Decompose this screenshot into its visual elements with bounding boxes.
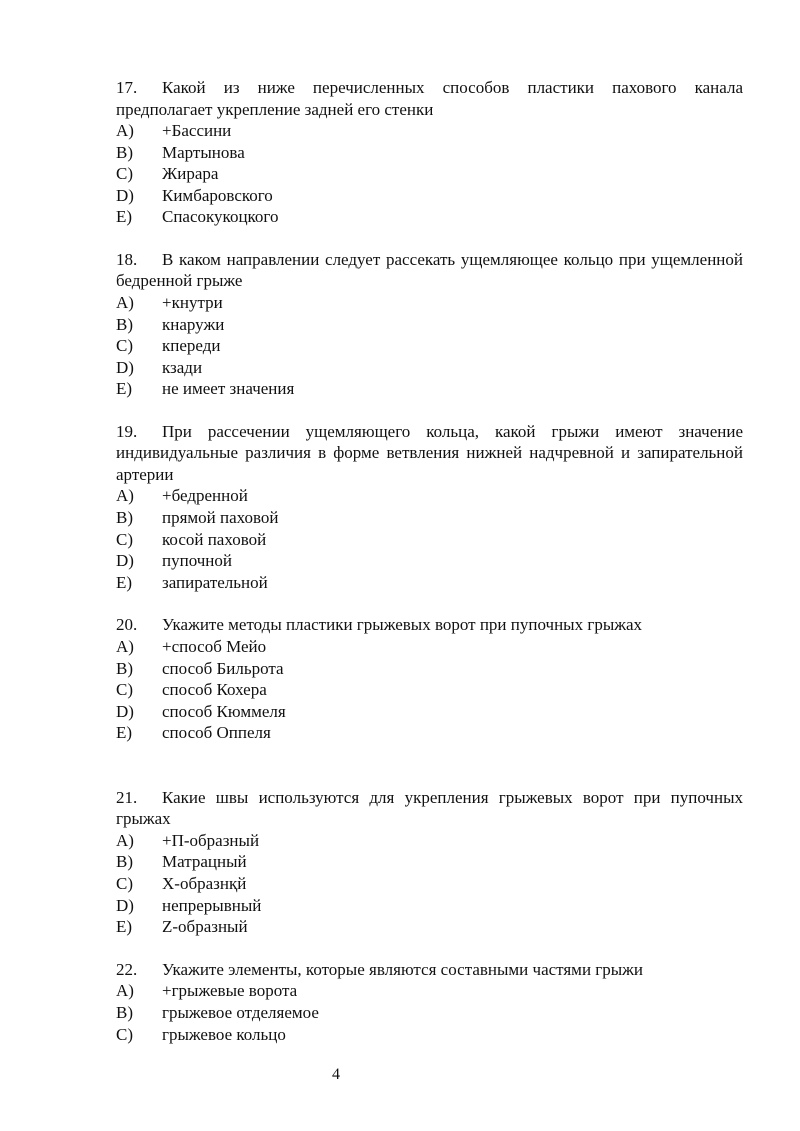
option-letter: A) [116, 830, 134, 850]
option-text: Z-образный [162, 917, 248, 937]
option-text: пупочной [162, 551, 233, 571]
answer-option [116, 658, 743, 680]
option-text: Спасокукоцкого [162, 207, 279, 227]
answer-option [116, 722, 743, 744]
option-letter: E) [116, 572, 133, 592]
option-letter: B) [116, 1002, 133, 1022]
option-text: Кимбаровского [162, 185, 273, 205]
answer-option [116, 335, 743, 357]
option-letter: C) [116, 164, 133, 184]
answer-option [116, 916, 743, 938]
question-19 [116, 421, 743, 593]
question-21 [116, 787, 743, 938]
answer-option [116, 980, 743, 1002]
option-text: +Бассини [162, 121, 232, 140]
answer-option [116, 507, 743, 529]
option-letter: D) [116, 357, 134, 377]
document-page [116, 77, 743, 1045]
option-letter: C) [116, 680, 133, 700]
option-text: непрерывный [162, 895, 262, 915]
question-spacer [116, 593, 743, 614]
answer-option [116, 357, 743, 379]
option-letter: D) [116, 551, 134, 571]
question-text [116, 959, 743, 981]
option-text: +грыжевые ворота [162, 981, 298, 1001]
page-number: 4 [332, 1066, 340, 1083]
option-letter: D) [116, 185, 134, 205]
option-text: косой паховой [162, 529, 267, 549]
answer-option [116, 529, 743, 551]
question-spacer [116, 744, 743, 787]
option-text: +бедренной [162, 486, 248, 506]
question-body: Укажите методы пластики грыжевых ворот при пупочных грыжах [162, 615, 643, 635]
question-spacer [116, 938, 743, 959]
option-letter: E) [116, 723, 133, 743]
answer-option [116, 292, 743, 314]
question-body: В каком направлении следует рассекать ущемляющее кольцо при ущемленной бедренной грыже [116, 249, 743, 291]
option-letter: D) [116, 895, 134, 915]
option-letter: B) [116, 658, 133, 678]
question-number: 20. [116, 615, 138, 635]
option-letter: B) [116, 508, 133, 528]
answer-option [116, 185, 743, 207]
option-letter: A) [116, 636, 134, 656]
option-text: +П-образный [162, 830, 260, 850]
option-text: прямой паховой [162, 508, 279, 528]
option-text: Матрацный [162, 852, 247, 872]
answer-option [116, 1002, 743, 1024]
option-letter: A) [116, 121, 134, 140]
option-letter: B) [116, 852, 133, 872]
option-text: способ Оппеля [162, 723, 271, 743]
answer-option [116, 873, 743, 895]
option-text: способ Кюммеля [162, 701, 286, 721]
question-text [116, 77, 743, 120]
option-text: +кнутри [162, 292, 223, 312]
question-text [116, 614, 743, 636]
option-letter: C) [116, 336, 133, 356]
option-letter: C) [116, 529, 133, 549]
question-number: 18. [116, 249, 138, 269]
option-letter: D) [116, 701, 134, 721]
option-text: способ Кохера [162, 680, 267, 700]
option-text: запирательной [162, 572, 268, 592]
question-number: 17. [116, 78, 138, 97]
answer-option [116, 550, 743, 572]
option-letter: A) [116, 292, 134, 312]
answer-option [116, 636, 743, 658]
question-body: При рассечении ущемляющего кольца, какой грыжи имеют значение индивидуальные различия в форме ветвления нижней надчревной и запирательной артерии [116, 421, 743, 484]
option-letter: E) [116, 379, 133, 399]
answer-option [116, 314, 743, 336]
option-letter: E) [116, 917, 133, 937]
option-text: кпереди [162, 336, 221, 356]
option-letter: E) [116, 207, 133, 227]
question-spacer [116, 228, 743, 249]
answer-option [116, 120, 743, 142]
option-text: грыжевое кольцо [162, 1024, 286, 1044]
option-text: грыжевое отделяемое [162, 1002, 319, 1022]
option-letter: A) [116, 981, 134, 1001]
answer-option [116, 206, 743, 228]
option-text: Жирара [162, 164, 219, 184]
option-letter: B) [116, 142, 133, 162]
option-text: не имеет значения [162, 379, 295, 399]
question-text [116, 787, 743, 830]
answer-option [116, 851, 743, 873]
option-text: Мартынова [162, 142, 245, 162]
question-body: Какие швы используются для укрепления грыжевых ворот при пупочных грыжах [116, 787, 743, 829]
question-text [116, 421, 743, 486]
option-text: кнаружи [162, 314, 225, 334]
question-number: 19. [116, 421, 138, 441]
answer-option [116, 142, 743, 164]
question-20 [116, 614, 743, 743]
question-18 [116, 249, 743, 400]
question-17 [116, 77, 743, 228]
answer-option [116, 485, 743, 507]
question-text [116, 249, 743, 292]
question-body: Укажите элементы, которые являются составными частями грыжи [162, 959, 644, 979]
answer-option [116, 1024, 743, 1046]
option-letter: C) [116, 1024, 133, 1044]
answer-option [116, 163, 743, 185]
answer-option [116, 378, 743, 400]
answer-option [116, 572, 743, 594]
answer-option [116, 830, 743, 852]
question-body: Какой из ниже перечисленных способов пластики пахового канала предполагает укрепление задней его стенки [116, 78, 743, 119]
option-letter: C) [116, 874, 133, 894]
question-number: 22. [116, 959, 138, 979]
option-text: кзади [162, 357, 203, 377]
option-text: способ Бильрота [162, 658, 284, 678]
answer-option [116, 701, 743, 723]
question-number: 21. [116, 787, 138, 807]
option-text: Х-образнқй [162, 874, 247, 894]
option-text: +способ Мейо [162, 636, 267, 656]
answer-option [116, 679, 743, 701]
question-22 [116, 959, 743, 1045]
question-spacer [116, 400, 743, 421]
option-letter: A) [116, 486, 134, 506]
option-letter: B) [116, 314, 133, 334]
answer-option [116, 895, 743, 917]
